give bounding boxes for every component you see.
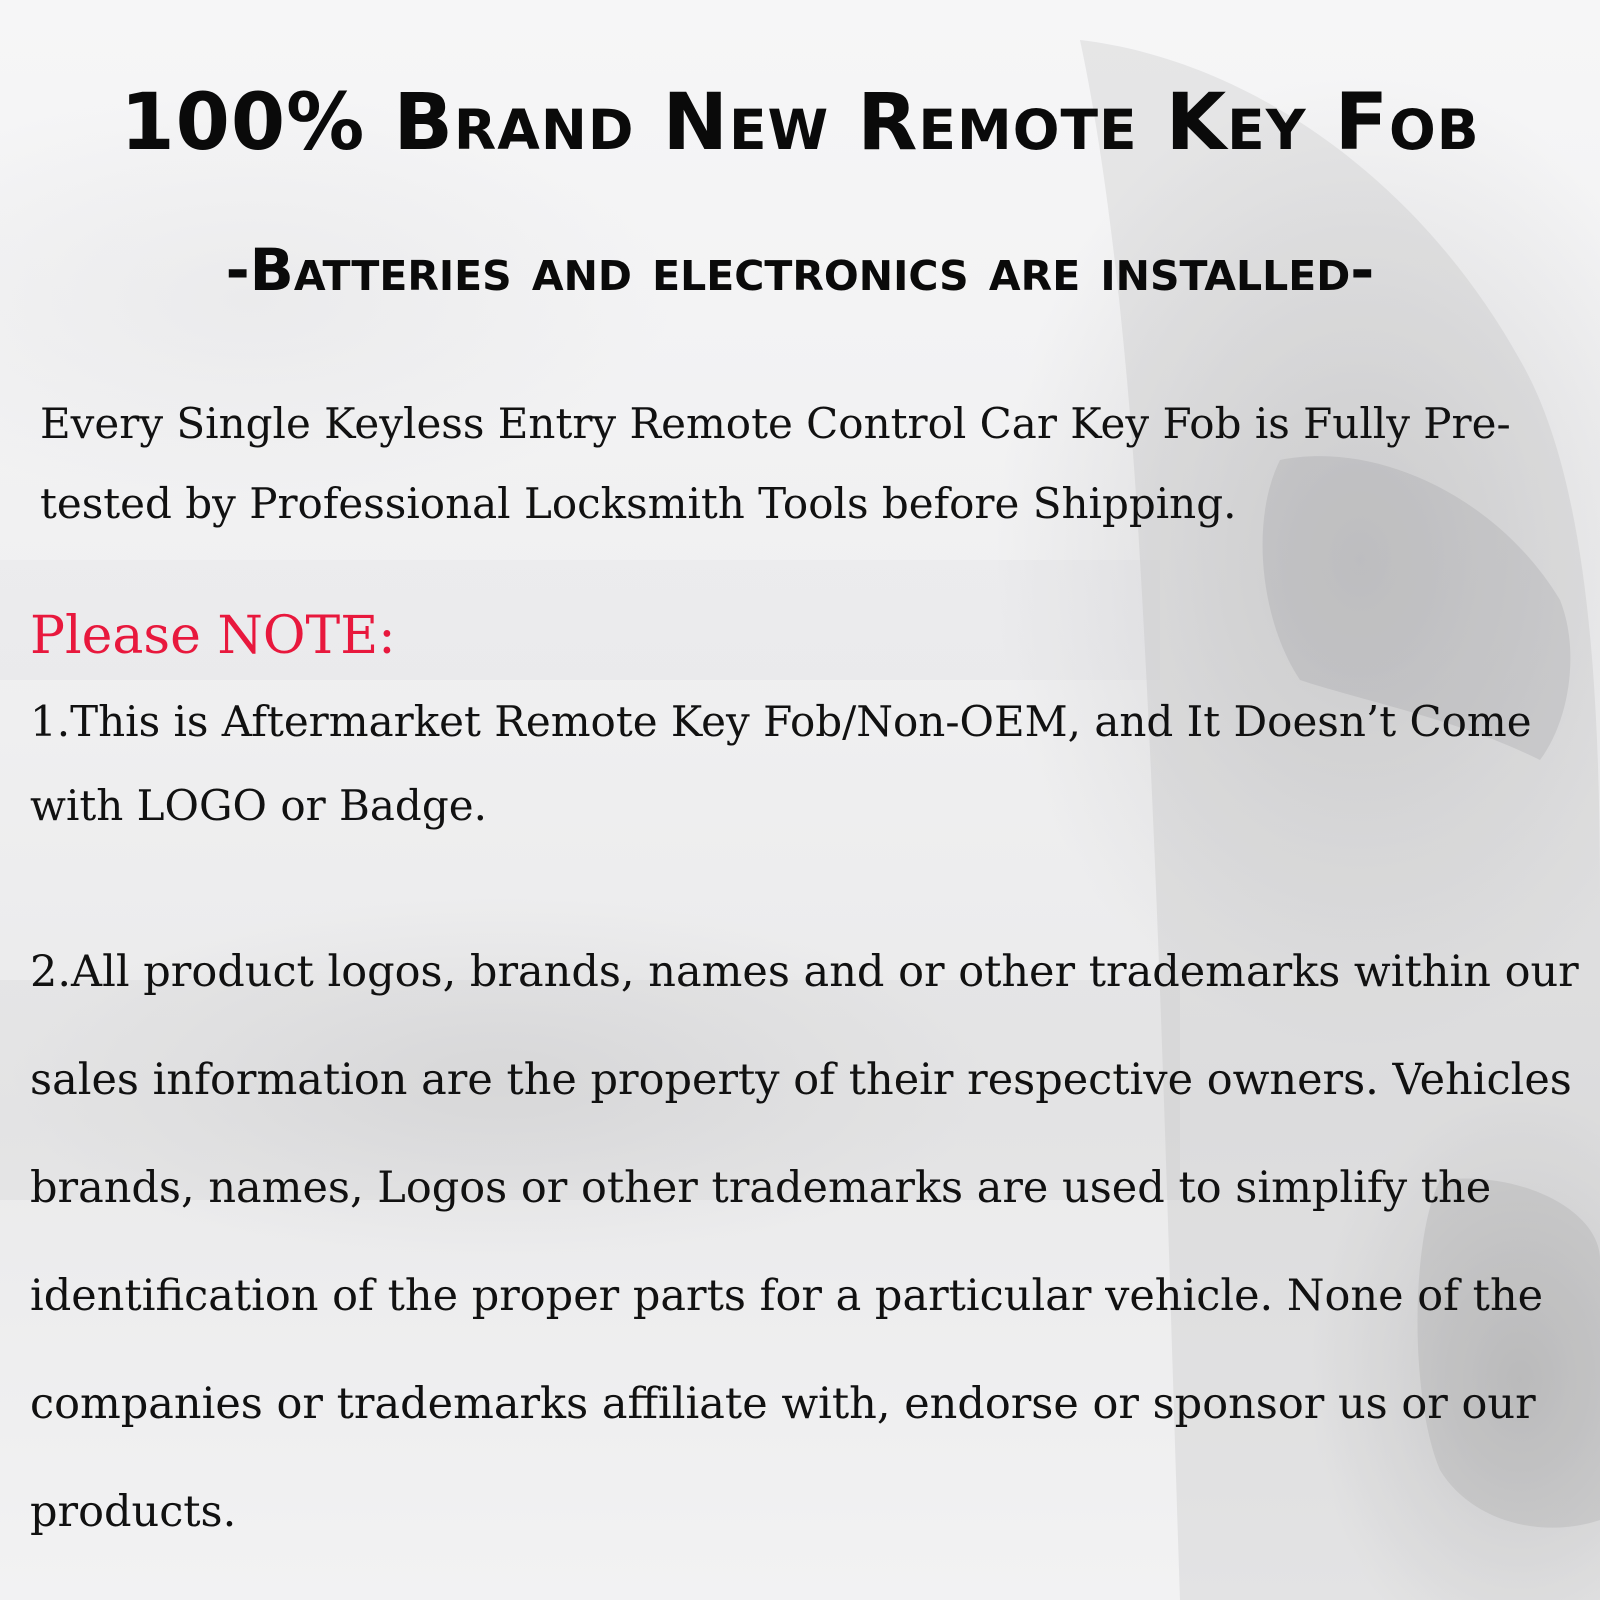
note-item-2: 2.All product logos, brands, names and or other trademarks within our sales information are the property of their respective owners. Vehicles brands, names, Logos or other trademarks are used to simplify the identification of the proper parts for a particular vehicle. None of the companies or trademarks affiliate with, endorse or sponsor us or our products.	[30, 947, 1579, 1537]
note-label: Please NOTE:	[30, 606, 396, 666]
main-title: 100% Brand New Remote Key Fob	[120, 78, 1480, 168]
note-item-1: 1.This is Aftermarket Remote Key Fob/Non-OEM, and It Doesn’t Come with LOGO or Badge.	[30, 697, 1532, 830]
intro-paragraph: Every Single Keyless Entry Remote Control Car Key Fob is Fully Pre-tested by Professional Locksmith Tools before Shipping.	[40, 399, 1511, 528]
subtitle: -Batteries and electronics are installed-	[225, 236, 1375, 304]
